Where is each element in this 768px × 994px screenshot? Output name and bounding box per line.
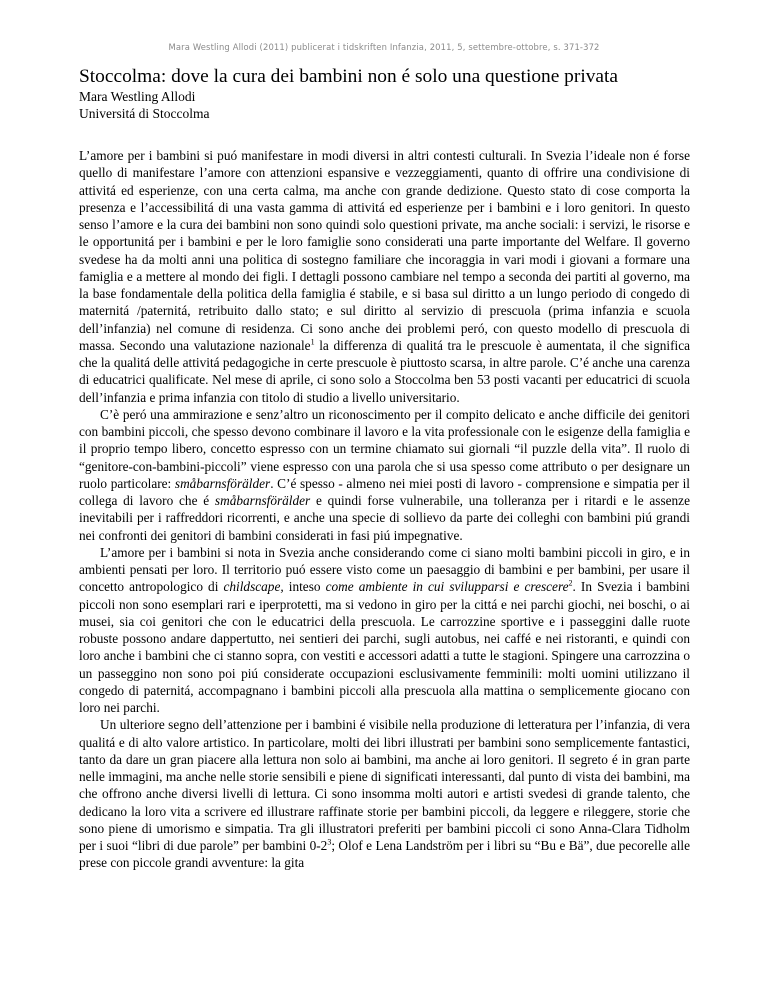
article-title: Stoccolma: dove la cura dei bambini non é solo una questione privata <box>79 66 619 87</box>
paragraph-text: C’è peró una ammirazione e senz’altro un riconoscimento per il compito delicato e anche difficile dei genitori con bambini piccoli, che spesso devono combinare il lavoro e la vita professionale con le esigenze della famiglia e il proprio tempo libero, concetto espresso con un termine chiamato sui giornali “il puzzle della vita”. Il ruolo di “genitore-con-bambini-piccoli” viene espresso con una parola che si usa spesso come attributo o per designare un ruolo particolare: <box>79 406 690 491</box>
paragraph-text: inteso <box>283 579 326 595</box>
paragraph-text: L’amore per i bambini si nota in Svezia anche considerando come ci siano molti bambini piccoli in giro, e in ambienti pensati per loro. Il territorio puó essere visto come un paesaggio di bambini e per bambini, per usare il concetto antropologico di <box>79 544 690 595</box>
paragraph-3 <box>79 544 690 717</box>
footnote-ref-2: 2 <box>568 578 573 588</box>
paragraph-text: . C’é spesso - almeno nei miei posti di lavoro - comprensione e simpatia per il collega di lavoro che é <box>79 475 690 508</box>
paragraph-text: L’amore per i bambini si puó manifestare in modi diversi in altri contesti culturali. In Svezia l’ideale non é forse quello di manifestare l’amore con attenzioni espansive e vezzeggiamenti, quanto di offrire una condivisione di attivitá ed esperienze, con una certa calma, ma anche con grande dedizione. Questo stato di cose comporta la presenza e l’accessibilitá di una vasta gamma di attivitá ed esperienze per i bambini e i loro genitori. In questo senso l’amore e la cura dei bambini non sono quindi solo questioni private, ma anche sociali: i servizi, le risorse e le opportunitá per i bambini e per le loro famiglie sono considerati una parte importante del Welfare. Il governo svedese ha da molti anni una politica di sostegno familiare che incoraggia in vari modi i giovani a formare una famiglia e a mettere al mondo dei figli. I dettagli possono cambiare nel tempo a seconda dei partiti al governo, ma la base fondamentale della politica della famiglia é stabile, e si basa sul diritto a un lungo periodo di congedo di maternitá /paternitá, retribuito dallo stato; e sul diritto al servizio di prescuola (prima infanzia e scuola dell’infanzia) nel comune di residenza. Ci sono anche dei problemi peró, con questo modello di prescuola di massa. Secondo una valutazione nazionale <box>79 148 690 353</box>
paragraph-1 <box>79 147 690 406</box>
paragraph-text: la differenza di qualitá tra le prescuole è aumentata, il che significa che la qualitá delle attivitá pedagogiche in certe prescuole è piuttosto scarsa, in altre parole. C’é anche una carenza di educatrici qualificate. Nel mese di aprile, ci sono solo a Stoccolma ben 53 posti vacanti per educatrici di scuola dell’infanzia e prima infanzia con titolo di studio a livello universitario. <box>79 337 690 405</box>
paragraph-text: Un ulteriore segno dell’attenzione per i bambini é visibile nella produzione di letteratura per l’infanzia, di vera qualitá e di alto valore artistico. In particolare, molti dei libri illustrati per bambini sono semplicemente fantastici, tanto da dare un gran piacere alla lettura non solo ai bambini, ma anche ai loro genitori. Il segreto é in gran parte nelle immagini, ma anche nelle storie sensibili e piene di significati interessanti, dal punto di vista dei bambini, ma che offrono anche diversi livelli di lettura. Ci sono insomma molti autori e artisti svedesi di grande talento, che dedicano la loro vita a scrivere ed illustrare raffinate storie per bambini piccoli, da leggere e rileggere, storie che sono piene di umorismo e simpatia. Tra gli illustratori preferiti per bambini piccoli ci sono Anna-Clara Tidholm per i suoi “libri di due parole” per bambini 0-2 <box>79 717 690 853</box>
footnote-ref-3: 3 <box>327 837 332 847</box>
swedish-term: småbarnsförälder <box>214 493 311 508</box>
paragraph-4 <box>79 716 690 871</box>
swedish-term: småbarnsförälder <box>174 475 271 491</box>
term-gloss: come ambiente in cui svilupparsi e crescere <box>325 579 569 595</box>
paragraph-text: . In Svezia i bambini piccoli non sono esemplari rari e iperprotetti, ma si vedono in giro per la cittá e nei parchi giochi, nei boschi, o ai musei, sia coi genitori che con le educatrici della prescuola. Le carrozzine sportive e i passeggini dalle ruote robuste possono andare dappertutto, nei sentieri dei parchi, sugli autobus, nei caffé e nei ristoranti, e quindi con loro anche i bambini che ci stanno sopra, con vestiti e accessori adatti a tutte le stagioni. Spingere una carrozzina o un passeggino non sono poi piú considerate occupazioni esclusivamente femminili: molti uomini utilizzano il congedo di paternitá, accompagnano i bambini piccoli alla prescuola alla mattina o semplicemente giocano con loro nei parchi. <box>79 579 690 715</box>
paragraph-2 <box>79 406 690 544</box>
running-header: Mara Westling Allodi (2011) publicerat i tidskriften Infanzia, 2011, 5, settembre-ottobre, s. 371-372 <box>168 42 600 52</box>
paragraph-text: e quindi forse vulnerabile, una tolleranza per i ritardi e le assenze inevitabili per i raffreddori ricorrenti, e anche una specie di sollievo da parte dei colleghi con bambini piú grandi nei confronti dei genitori di bambini considerati in fasi piú impegnative. <box>79 493 690 543</box>
paragraph-text: ; Olof e Lena Landström per i libri su “Bu e Bä”, due pecorelle alle prese con piccole grandi avventure: la gita <box>79 838 691 871</box>
article-body <box>79 147 690 872</box>
childscape-term: childscape, <box>223 579 284 595</box>
author-name: Mara Westling Allodi <box>79 89 196 104</box>
footnote-ref-1: 1 <box>310 337 315 347</box>
author-affiliation: Universitá di Stoccolma <box>79 106 210 121</box>
